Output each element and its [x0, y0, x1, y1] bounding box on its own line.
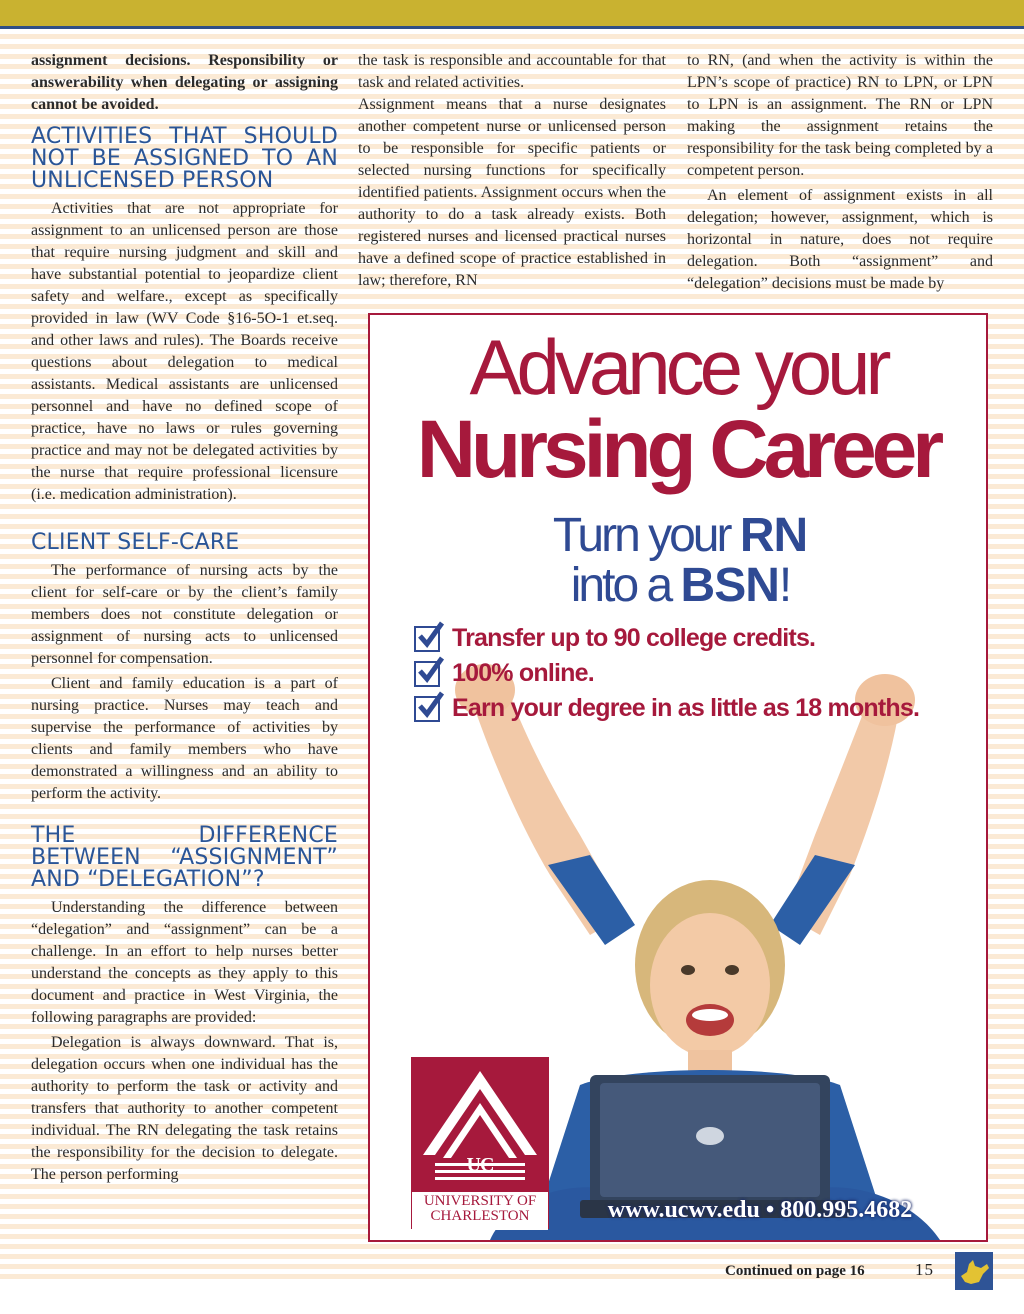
heading-activities: ACTIVITIES THAT SHOULD NOT BE ASSIGNED TO AN UNLICENSED PERSON [31, 124, 338, 193]
heading-client-self-care: CLIENT SELF-CARE [31, 530, 240, 555]
column-1 [31, 50, 338, 1186]
paragraph-continued: the task is responsible and accountable for that task and related activities. [358, 52, 666, 91]
ad-bullet-text: Earn your degree in as little as 18 months. [452, 694, 920, 722]
logo-initials: UC [466, 1154, 494, 1176]
checkbox-checked-icon [414, 661, 440, 687]
paragraph-delegation: Delegation is always downward. That is, delegation occurs when one individual has the authority to perform the task or activity and transfers that authority to another competent individual. The RN delegating the task retains the responsibility for the decision to delegate. The person performing [31, 1034, 338, 1183]
paragraph-element-of-assignment: An element of assignment exists in all delegation; however, assignment, which is horizontal in nature, does not require delegation. Both “assignment” and “delegation” decisions must be made by [687, 187, 993, 292]
advertisement[interactable] [368, 313, 988, 1242]
university-of-charleston-logo[interactable] [411, 1057, 549, 1229]
logo-line-1: UNIVERSITY OF [423, 1193, 537, 1209]
into-a-text: into a [570, 559, 671, 612]
ad-bullet-list [414, 621, 984, 726]
exclamation-text: ! [778, 559, 790, 612]
header-bar [0, 0, 1024, 26]
ad-headline-nursing-career: Nursing Career [416, 404, 940, 495]
ad-website-link[interactable]: www.ucwv.edu [607, 1197, 760, 1223]
checkbox-checked-icon [414, 626, 440, 652]
ad-phone-number[interactable]: 800.995.4682 [780, 1197, 913, 1223]
turn-your-text: Turn your [552, 509, 730, 562]
paragraph-self-care-1: The performance of nursing acts by the client for self-care or by the client’s family members does not constitute delegation or assignment of nursing acts to unlicensed personnel for compensation. [31, 562, 338, 667]
paragraph-continued: to RN, (and when the activity is within the LPN’s scope of practice) RN to LPN, or LPN to LPN is an assignment. The RN or LPN making the assignment retains the responsibility for the task being completed by a competent person. [687, 52, 993, 179]
bsn-text: BSN [680, 559, 779, 612]
heading-difference: THE DIFFERENCE BETWEEN “ASSIGNMENT” AND “DELEGATION”? [31, 823, 338, 892]
separator-bullet: • [765, 1197, 775, 1223]
ad-bullet [414, 656, 984, 691]
rn-text: RN [739, 509, 808, 562]
column-2 [358, 50, 666, 292]
logo-line-2: CHARLESTON [430, 1208, 530, 1224]
paragraph-self-care-2: Client and family education is a part of nursing practice. Nurses may teach and supervise the performance of activities by clients and family members who have demonstrated a willingness and an ability to perform the activity. [31, 675, 338, 802]
ad-contact-line [560, 1197, 960, 1224]
checkbox-checked-icon [414, 696, 440, 722]
west-virginia-state-icon [955, 1252, 993, 1290]
continued-on-page-note: Continued on page 16 [725, 1263, 865, 1279]
paragraph-difference: Understanding the difference between “delegation” and “assignment” can be a challenge. In an effort to help nurses better understand the concepts as they apply to this document and practice in West Virginia, the following paragraphs are provided: [31, 899, 338, 1026]
ad-headline-advance: Advance your [469, 323, 887, 411]
ad-turn-rn-into-bsn [520, 511, 840, 611]
paragraph-assignment: Assignment means that a nurse designates another competent nurse or unlicensed person to be responsible for specific patients or selected nursing functions for specifically identified patients. Assignment occurs when the authority to do a task already exists. Both registered nurses and licensed practical nurses have a defined scope of practice established in law; therefore, RN [358, 96, 666, 289]
paragraph-activities: Activities that are not appropriate for assignment to an unlicensed person are those that require nursing judgment and skill and have substantial potential to jeopardize client safety and welfare., except as specifically provided in law (WV Code §16-5O-1 et.seq. and other laws and rules). The Boards receive questions about delegation to medical assistants. Medical assistants are unlicensed personnel and have no defined scope of practice, have no laws or rules governing practice and may not be delegated activities by the nurse that require professional licensure (i.e. medication administration). [31, 200, 338, 503]
ad-bullet [414, 621, 984, 656]
logo-wordmark [412, 1192, 548, 1230]
ad-bullet-text: 100% online. [452, 659, 594, 687]
column-3 [687, 50, 993, 295]
intro-bold-text: assignment decisions. Responsibility or answerability when delegating or assigning cannot be avoided. [31, 52, 338, 113]
page-number: 15 [915, 1260, 934, 1279]
ad-bullet-text: Transfer up to 90 college credits. [452, 624, 816, 652]
ad-bullet [414, 691, 984, 726]
